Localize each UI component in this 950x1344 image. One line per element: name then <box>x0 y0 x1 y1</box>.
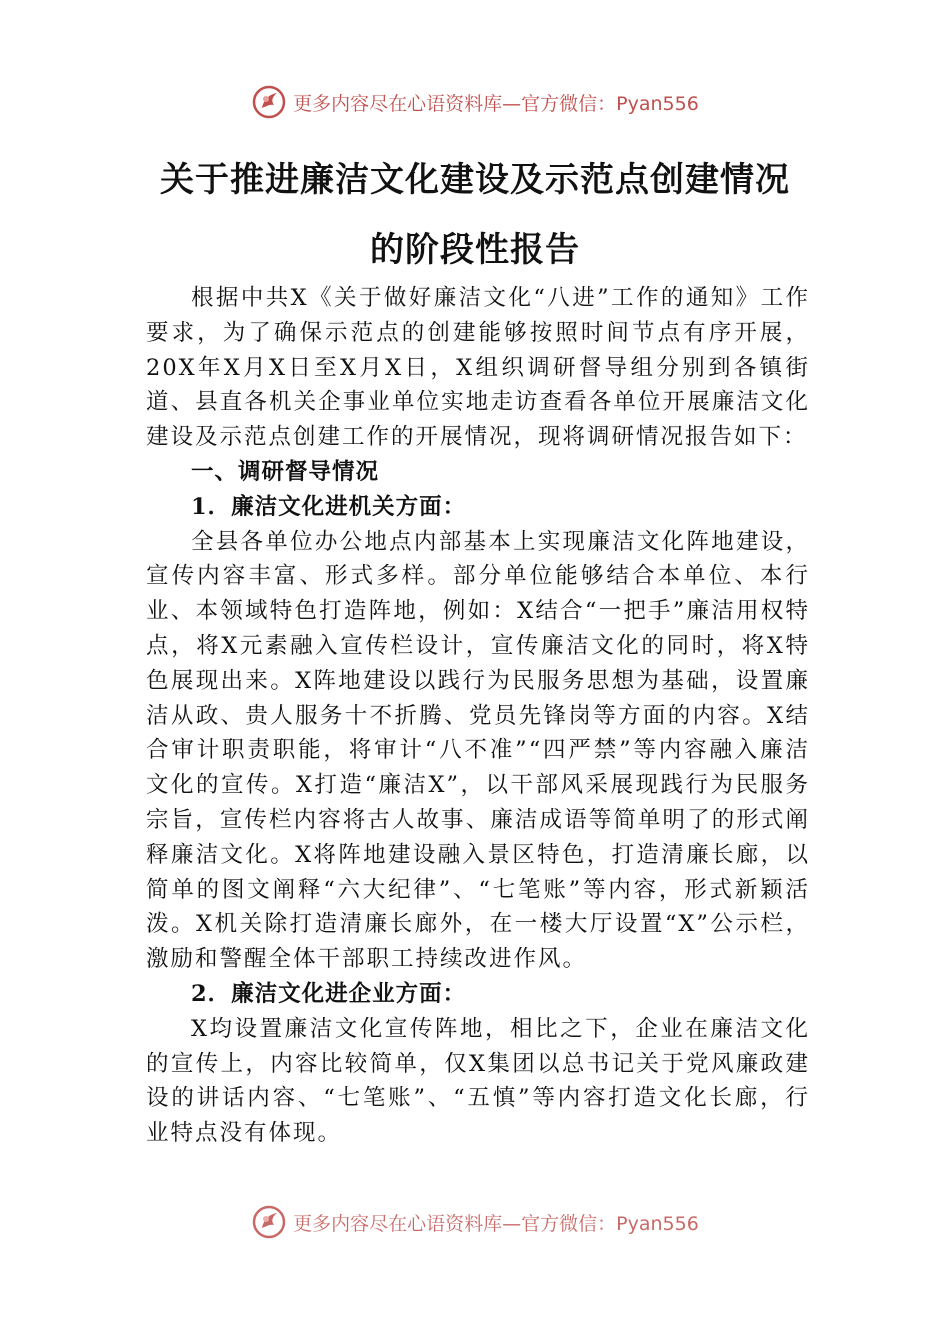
watermark-text: 更多内容尽在心语资料库—官方微信：Pyan556 <box>293 92 699 115</box>
intro-paragraph: 根据中共X《关于做好廉洁文化“八进”工作的通知》工作要求，为了确保示范点的创建能够按照时间节点有序开展，20X年X月X日至X月X日，X组织调研督导组分别到各镇街道、县直各机关企事业单位实地走访查看各单位开展廉洁文化建设及示范点创建工作的开展情况，现将调研情况报告如下： <box>146 285 810 451</box>
flame-seal-icon <box>251 84 287 120</box>
subsection-1-paragraph: 全县各单位办公地点内部基本上实现廉洁文化阵地建设，宣传内容丰富、形式多样。部分单位能够结合本单位、本行业、本领域特色打造阵地，例如：X结合“一把手”廉洁用权特点，将X元素融入宣传栏设计，宣传廉洁文化的同时，将X特色展现出来。X阵地建设以践行为民服务思想为基础，设置廉洁从政、贵人服务十不折腾、党员先锋岗等方面的内容。X结合审计职责职能，将审计“八不准”“四严禁”等内容融入廉洁文化的宣传。X打造“廉洁X”，以干部风采展现践行为民服务宗旨，宣传栏内容将古人故事、廉洁成语等简单明了的形式阐释廉洁文化。X将阵地建设融入景区特色，打造清廉长廊，以简单的图文阐释“六大纪律”、“七笔账”等内容，形式新颖活泼。X机关除打造清廉长廊外，在一楼大厅设置“X”公示栏，激励和警醒全体干部职工持续改进作风。 <box>146 528 810 973</box>
watermark-text: 更多内容尽在心语资料库—官方微信：Pyan556 <box>293 1212 699 1235</box>
document-title-line-1: 关于推进廉洁文化建设及示范点创建情况 <box>160 160 790 200</box>
section-1-heading: 一、调研督导情况 <box>191 458 380 485</box>
subsection-2-paragraph: X均设置廉洁文化宣传阵地，相比之下，企业在廉洁文化的宣传上，内容比较简单，仅X集团以总书记关于党风廉政建设的讲话内容、“七笔账”、“五慎”等内容打造文化长廊，行业特点没有体现。 <box>146 1015 810 1147</box>
subsection-2-heading: 2．廉洁文化进企业方面： <box>191 980 467 1007</box>
flame-seal-icon <box>251 1204 287 1240</box>
watermark-banner-top <box>0 82 950 122</box>
watermark-banner-bottom <box>0 1202 950 1242</box>
document-title-line-2: 的阶段性报告 <box>370 230 580 270</box>
subsection-1-heading: 1．廉洁文化进机关方面： <box>191 493 467 520</box>
document-body <box>146 281 810 1151</box>
